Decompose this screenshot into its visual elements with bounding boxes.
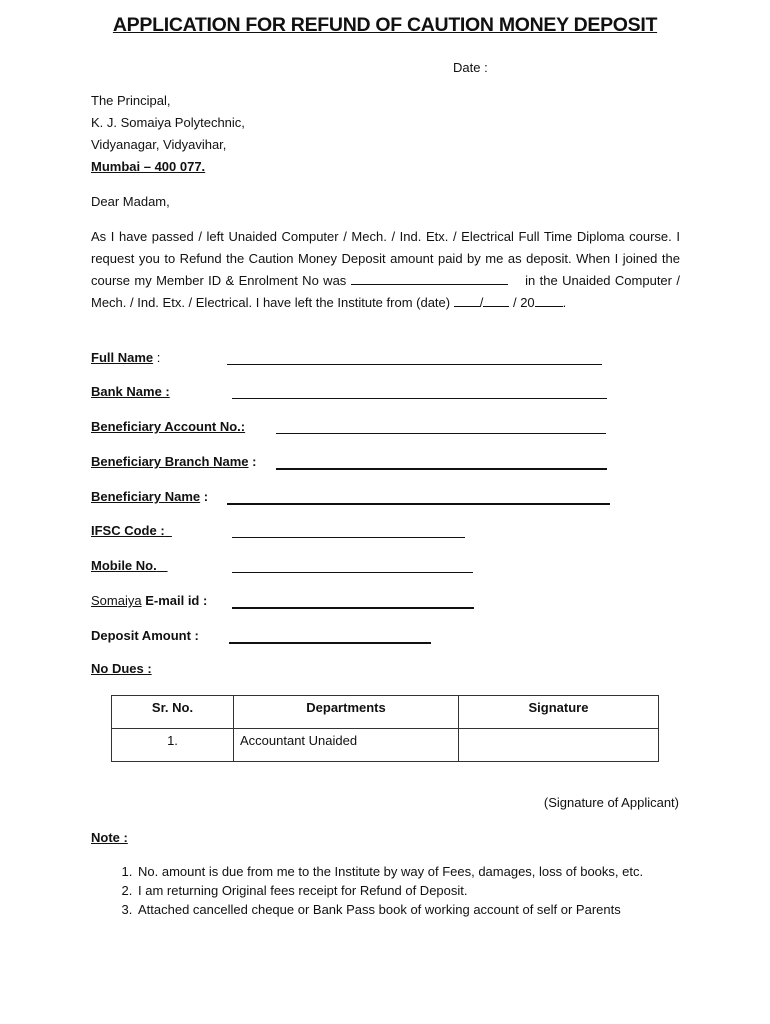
- ifsc-field[interactable]: [232, 537, 465, 538]
- body-text-2: in the Unaided Computer / Mech. / Ind. Etx. / Electrical. I have left the Institute from (date): [91, 273, 680, 310]
- table-row: [112, 729, 659, 762]
- cell-department: Accountant Unaided: [234, 729, 459, 762]
- branch-name-label: Beneficiary Branch Name :: [91, 454, 257, 469]
- no-dues-table: [111, 695, 659, 762]
- body-text-5: .: [562, 295, 567, 310]
- full-name-label: Full Name :: [91, 350, 161, 365]
- account-no-field[interactable]: [276, 433, 606, 434]
- salutation: Dear Madam,: [91, 194, 170, 209]
- account-no-label: Beneficiary Account No.:: [91, 419, 246, 434]
- body-text-1: As I have passed / left Unaided Computer / Mech. / Ind. Etx. / Electrical Full Time Diploma course. I request you to Refund the Caution Money Deposit amount paid by me as deposit. When I joined the course my Member ID & Enrolment No was: [91, 229, 680, 288]
- date-year-blank[interactable]: [535, 294, 563, 307]
- ifsc-label: IFSC Code :: [91, 523, 165, 538]
- no-dues-label: No Dues :: [91, 661, 152, 676]
- deposit-amount-label: Deposit Amount :: [91, 628, 199, 643]
- date-day-blank[interactable]: [454, 294, 480, 307]
- enrolment-blank[interactable]: [351, 272, 508, 285]
- bank-name-field[interactable]: [232, 398, 607, 399]
- email-field[interactable]: [232, 607, 474, 609]
- cell-signature[interactable]: [459, 729, 659, 762]
- full-name-field[interactable]: [227, 364, 602, 365]
- mobile-label: Mobile No.: [91, 558, 157, 573]
- body-text-3: /: [479, 295, 484, 310]
- deposit-amount-field[interactable]: [229, 642, 431, 644]
- date-month-blank[interactable]: [483, 294, 509, 307]
- branch-name-field[interactable]: [276, 468, 607, 470]
- email-label: Somaiya E-mail id :: [91, 593, 208, 608]
- address-line-4: Mumbai – 400 077.: [91, 159, 206, 174]
- address-line-2: K. J. Somaiya Polytechnic,: [91, 115, 245, 130]
- col-header-signature: Signature: [459, 696, 659, 729]
- address-line-1: The Principal,: [91, 93, 171, 108]
- col-header-sr-no: Sr. No.: [112, 696, 234, 729]
- list-item: 3. Attached cancelled cheque or Bank Pass book of working account of self or Parents: [136, 900, 643, 919]
- address-line-3: Vidyanagar, Vidyavihar,: [91, 137, 227, 152]
- body-text-4: / 20: [512, 295, 535, 310]
- beneficiary-name-field[interactable]: [227, 503, 610, 505]
- beneficiary-name-label: Beneficiary Name :: [91, 489, 209, 504]
- list-item: 1. No. amount is due from me to the Institute by way of Fees, damages, loss of books, etc.: [136, 862, 643, 881]
- form-title: APPLICATION FOR REFUND OF CAUTION MONEY DEPOSIT: [112, 14, 658, 36]
- bank-name-label: Bank Name :: [91, 384, 170, 399]
- list-item: 2. I am returning Original fees receipt for Refund of Deposit.: [136, 881, 643, 900]
- applicant-signature-label: (Signature of Applicant): [543, 795, 679, 810]
- date-label: Date :: [453, 60, 488, 75]
- col-header-departments: Departments: [234, 696, 459, 729]
- request-paragraph: [91, 226, 680, 314]
- mobile-field[interactable]: [232, 572, 473, 573]
- table-header-row: [112, 696, 659, 729]
- notes-list: [91, 862, 643, 919]
- note-heading: Note :: [91, 830, 128, 845]
- cell-sr-no: 1.: [112, 729, 234, 762]
